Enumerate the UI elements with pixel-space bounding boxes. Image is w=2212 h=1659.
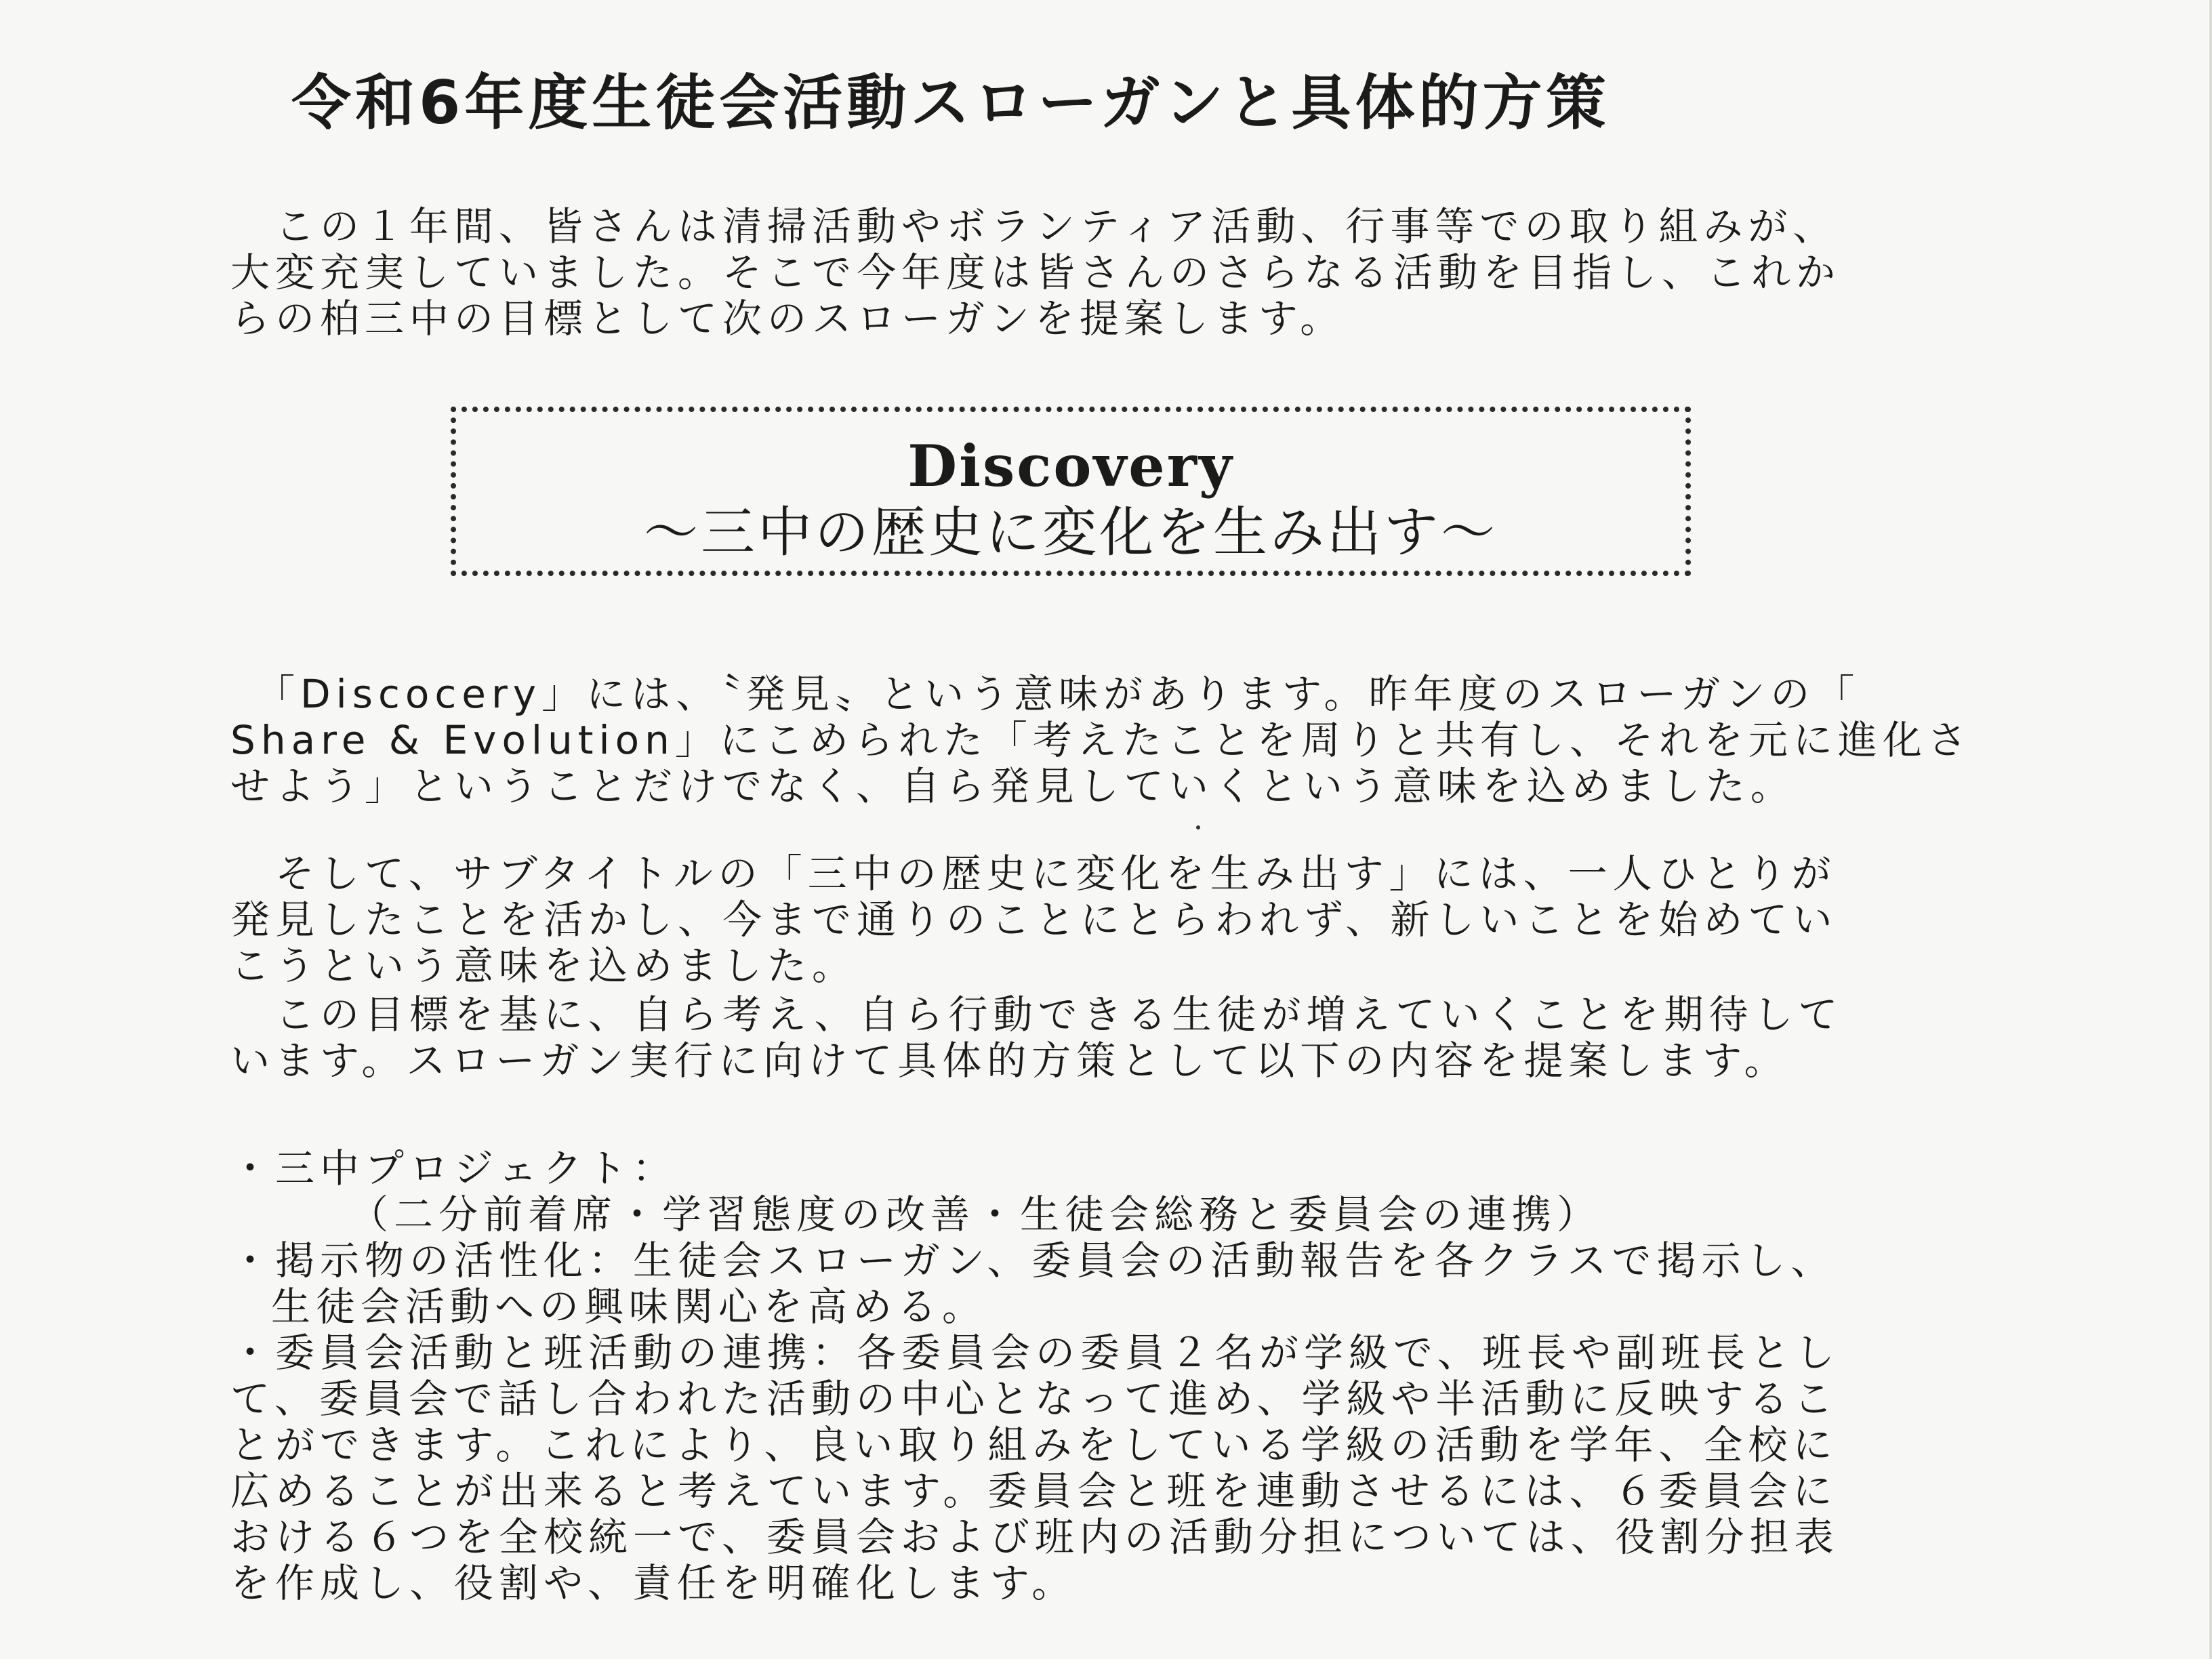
measure-cooperation-line: て、委員会で話し合われた活動の中心となって進め、学級や半活動に反映するこ [230,1376,1839,1422]
measure-bulletin-continued: 生徒会活動への興味関心を高める。 [271,1284,987,1330]
meaning-paragraph [230,671,1972,809]
measures-list [230,1145,1925,1606]
measure-cooperation-line: 広めることが出来ると考えています。委員会と班を連動させるには、６委員会に [230,1468,1838,1514]
goal-paragraph [230,991,1925,1084]
document-title: 令和6年度生徒会活動スローガンと具体的方策 [291,68,1610,138]
meaning-line: 「Discocery」には、〝発見〟という意味があります。昨年度のスローガンの「 [230,671,1860,717]
intro-line: 大変充実していました。そこで今年度は皆さんのさらなる活動を目指し、これか [230,249,1841,295]
slogan-box [451,407,1691,576]
measure-cooperation-line: ・委員会活動と班活動の連携：各委員会の委員２名が学級で、班長や副班長とし [230,1330,1840,1376]
intro-line: この１年間、皆さんは清掃活動やボランティア活動、行事等での取り組みが、 [230,203,1838,249]
subtitle-paragraph [230,851,1925,989]
scan-edge-line [2209,0,2212,1659]
goal-line: この目標を基に、自ら考え、自ら行動できる生徒が増えていくことを期待して [230,991,1843,1038]
goal-line: います。スローガン実行に向けて具体的方策として以下の内容を提案します。 [230,1038,1789,1084]
stray-dot-mark [1196,825,1200,830]
meaning-line: せよう」ということだけでなく、自ら発見していくという意味を込めました。 [230,763,1795,809]
intro-line: らの柏三中の目標として次のスローガンを提案します。 [230,295,1345,342]
measure-cooperation-line: を作成し、役割や、責任を明確化します。 [230,1560,1077,1606]
slogan-main: Discovery [907,432,1234,499]
subtitle-line: こうという意味を込めました。 [230,943,857,989]
measure-project-detail: （二分前着席・学習態度の改善・生徒会総務と委員会の連携） [349,1191,1602,1237]
measure-project-title: ・三中プロジェクト： [230,1145,677,1191]
measure-cooperation-line: とができます。これにより、良い取り組みをしている学級の活動を学年、全校に [230,1422,1838,1468]
subtitle-line: そして、サブタイトルの「三中の歴史に変化を生み出す」には、一人ひとりが [230,851,1837,897]
intro-paragraph [230,203,1925,342]
subtitle-line: 発見したことを活かし、今まで通りのことにとらわれず、新しいことを始めてい [230,897,1838,943]
measure-cooperation-line: おける６つを全校統一で、委員会および班内の活動分担については、役割分担表 [230,1514,1839,1560]
measure-bulletin: ・掲示物の活性化：生徒会スローガン、委員会の活動報告を各クラスで掲示し、 [230,1237,1836,1284]
slogan-subtitle: ～三中の歴史に変化を生み出す～ [644,501,1498,564]
meaning-line: Share & Evolution」にこめられた「考えたことを周りと共有し、それを元に進化さ [230,717,1972,763]
